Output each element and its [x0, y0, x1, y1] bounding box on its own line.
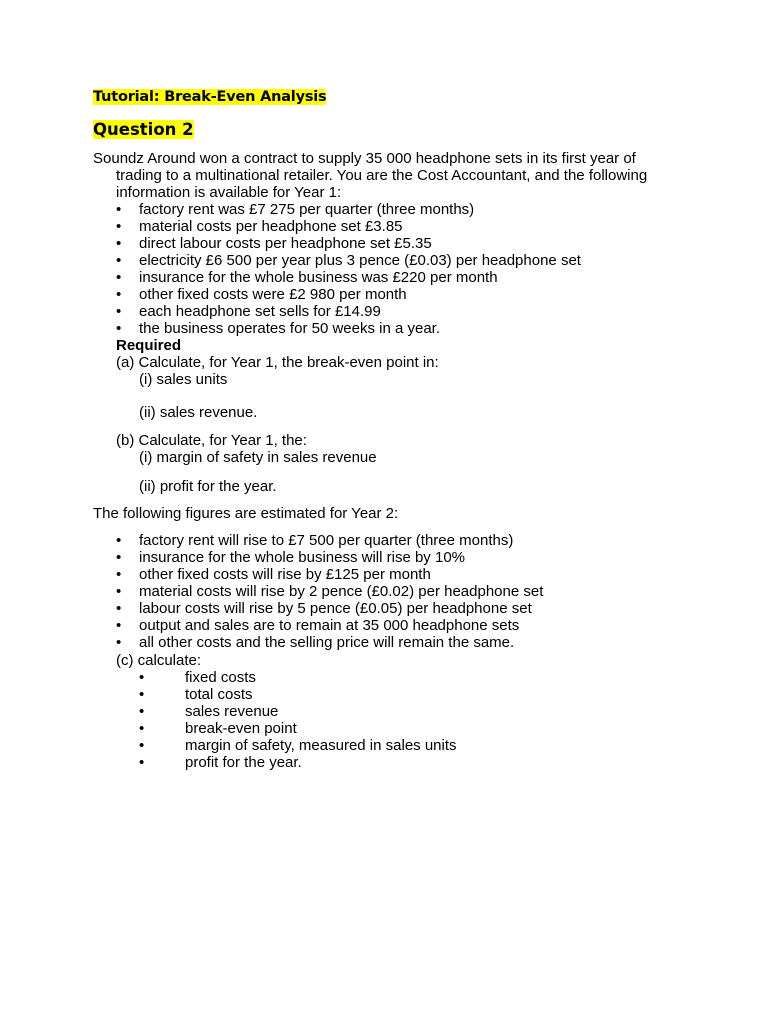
tutorial-title-text: Tutorial: Break-Even Analysis: [93, 89, 327, 105]
year1-item-text: the business operates for 50 weeks in a year.: [139, 320, 441, 337]
part-c-item-text: profit for the year.: [185, 754, 302, 771]
bullet-icon: •: [116, 235, 122, 252]
year2-item-text: output and sales are to remain at 35 000 headphone sets: [139, 617, 520, 634]
part-a-sub-1: (i) sales units: [139, 371, 228, 388]
year1-item-text: other fixed costs were £2 980 per month: [139, 286, 407, 303]
year2-item-text: all other costs and the selling price will remain the same.: [139, 634, 515, 651]
year2-item-text: other fixed costs will rise by £125 per month: [139, 566, 431, 583]
bullet-icon: •: [139, 669, 145, 686]
bullet-icon: •: [139, 720, 145, 737]
bullet-icon: •: [139, 754, 145, 771]
year2-item-text: insurance for the whole business will rise by 10%: [139, 549, 465, 566]
bullet-icon: •: [116, 252, 122, 269]
year1-item-text: direct labour costs per headphone set £5.35: [139, 235, 432, 252]
year2-item-text: factory rent will rise to £7 500 per quarter (three months): [139, 532, 514, 549]
bullet-icon: •: [116, 634, 122, 651]
year1-item-text: factory rent was £7 275 per quarter (three months): [139, 201, 475, 218]
bullet-icon: •: [116, 532, 122, 549]
bullet-icon: •: [116, 600, 122, 617]
year1-item-text: insurance for the whole business was £220 per month: [139, 269, 498, 286]
part-b-text: (b) Calculate, for Year 1, the:: [116, 432, 307, 449]
bullet-icon: •: [116, 269, 122, 286]
bullet-icon: •: [139, 686, 145, 703]
required-label: Required: [116, 337, 182, 354]
part-c-item-text: margin of safety, measured in sales units: [185, 737, 457, 754]
year1-item-text: material costs per headphone set £3.85: [139, 218, 403, 235]
year1-item-text: electricity £6 500 per year plus 3 pence (£0.03) per headphone set: [139, 252, 581, 269]
intro-line-2: trading to a multinational retailer. You are the Cost Accountant, and the following: [116, 167, 648, 184]
bullet-icon: •: [116, 286, 122, 303]
part-b-sub-1: (i) margin of safety in sales revenue: [139, 449, 377, 466]
part-c-item-text: total costs: [185, 686, 253, 703]
bullet-icon: •: [139, 737, 145, 754]
intro-line-1: Soundz Around won a contract to supply 35 000 headphone sets in its first year of: [93, 150, 636, 167]
part-a-text: (a) Calculate, for Year 1, the break-even point in:: [116, 354, 439, 371]
bullet-icon: •: [116, 566, 122, 583]
bullet-icon: •: [116, 320, 122, 337]
tutorial-title: [93, 88, 326, 107]
bullet-icon: •: [116, 303, 122, 320]
year2-item-text: material costs will rise by 2 pence (£0.02) per headphone set: [139, 583, 544, 600]
bullet-icon: •: [116, 583, 122, 600]
bullet-icon: •: [116, 218, 122, 235]
intro-line-3: information is available for Year 1:: [116, 184, 342, 201]
part-a-sub-2: (ii) sales revenue.: [139, 404, 258, 421]
question-title: [93, 119, 194, 140]
question-title-text: Question 2: [93, 120, 194, 139]
bullet-icon: •: [116, 201, 122, 218]
bullet-icon: •: [139, 703, 145, 720]
bullet-icon: •: [116, 549, 122, 566]
year2-item-text: labour costs will rise by 5 pence (£0.05) per headphone set: [139, 600, 532, 617]
part-c-item-text: fixed costs: [185, 669, 256, 686]
bullet-icon: •: [116, 617, 122, 634]
part-c-item-text: sales revenue: [185, 703, 279, 720]
part-c-item-text: break-even point: [185, 720, 297, 737]
part-c-text: (c) calculate:: [116, 652, 202, 669]
year2-intro: The following figures are estimated for Year 2:: [93, 505, 399, 522]
year1-item-text: each headphone set sells for £14.99: [139, 303, 381, 320]
part-b-sub-2: (ii) profit for the year.: [139, 478, 277, 495]
